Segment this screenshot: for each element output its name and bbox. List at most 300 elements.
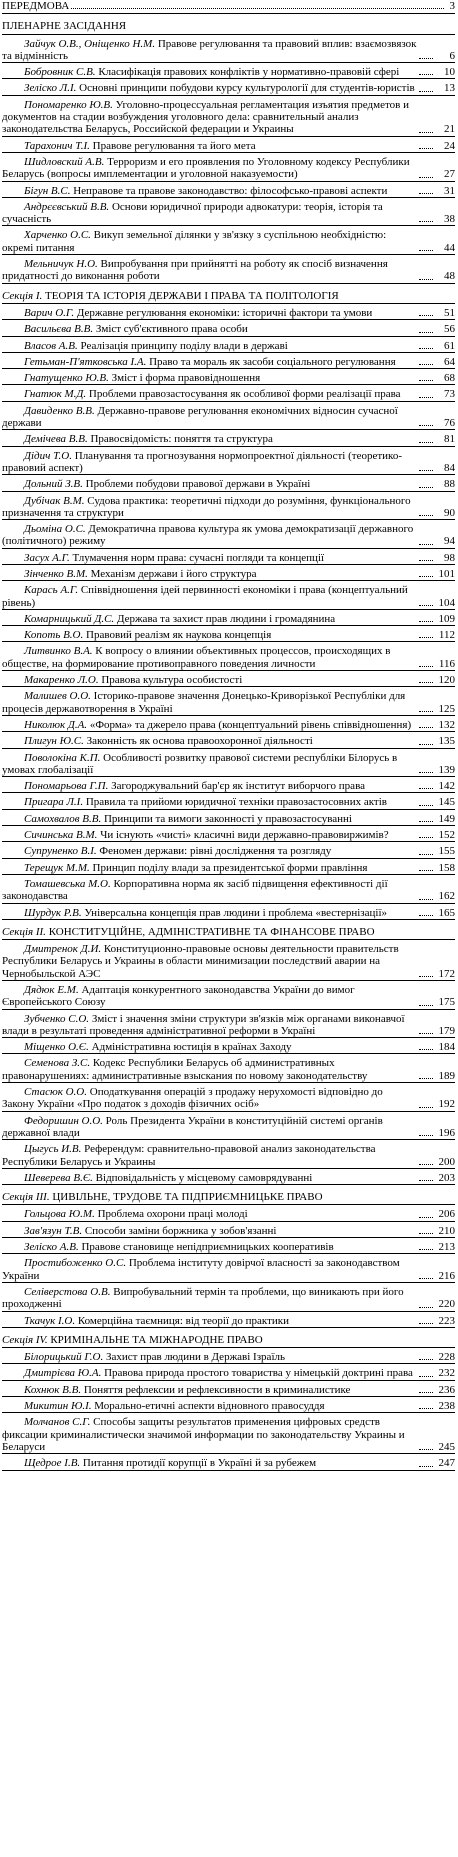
page-number: 21	[444, 123, 455, 136]
entry-text	[2, 1086, 417, 1111]
toc-entry	[2, 255, 455, 284]
leader-dots	[419, 744, 433, 745]
entry-title: Правове регулювання та правовий вплив: взаємозвязок та відмінність	[2, 37, 417, 62]
entry-title: Кодекс Республики Беларусь об административных правонарушениях: административные взыскания по новому законодательству	[2, 1057, 368, 1082]
entry-author: Міщенко О.Є.	[24, 1041, 89, 1054]
entry-title: Правила та прийоми юридичної техніки правозастосовних актів	[85, 796, 387, 809]
page-number: 81	[444, 433, 455, 446]
entry-author: Мельничук Н.О.	[24, 258, 98, 271]
entry-author: Тарахонич Т.І.	[24, 139, 90, 152]
leader-dots	[419, 487, 433, 488]
leader-dots	[419, 1466, 433, 1467]
leader-dots	[419, 1359, 433, 1360]
toc-entry	[2, 1038, 455, 1054]
section-number: Секція ІІ.	[2, 925, 46, 938]
entry-author: Дубічак В.М.	[24, 494, 85, 507]
toc-entry	[2, 793, 455, 809]
entry-text	[2, 1286, 417, 1311]
entry-author: Терещук М.М.	[24, 861, 90, 874]
toc-entry	[2, 520, 455, 549]
entry-text	[2, 433, 417, 445]
leader-dots	[419, 788, 433, 789]
entry-text	[2, 1400, 417, 1412]
leader-dots	[419, 560, 433, 561]
page-number: 145	[438, 796, 455, 809]
entry-author: Засух А.Г.	[24, 551, 70, 564]
page-number: 13	[444, 82, 455, 95]
toc-entry	[2, 35, 455, 64]
page-number: 210	[438, 1224, 455, 1237]
entry-text	[2, 1172, 417, 1184]
entry-text	[2, 907, 417, 919]
leader-dots	[419, 637, 433, 638]
leader-dots	[419, 1005, 433, 1006]
entry-text	[2, 568, 417, 580]
page-number: 112	[438, 629, 455, 642]
page-number: 247	[438, 1457, 455, 1470]
leader-dots	[419, 544, 433, 545]
toc-entry	[2, 492, 455, 521]
page-number: 3	[449, 0, 455, 12]
toc-entry	[2, 63, 455, 79]
leader-dots	[419, 1392, 433, 1393]
entry-text	[2, 719, 417, 731]
entry-text	[2, 1041, 417, 1053]
toc-entry	[2, 904, 455, 920]
entry-text	[2, 258, 417, 283]
toc-entry	[2, 810, 455, 826]
entry-text	[2, 1457, 417, 1469]
entry-title: Корпоративна норма як засіб підвищення ефективності дії законодавства	[2, 877, 388, 903]
entry-title: Випробувальний термін та проблеми, що виникають при його проходженні	[2, 1285, 404, 1311]
entry-author: Федоришин О.О.	[24, 1114, 103, 1127]
page-number: 56	[444, 323, 455, 336]
entry-title: Правова природа простого товариства у німецькій доктрині права	[104, 1367, 413, 1380]
entry-author: Зубченко С.О.	[24, 1012, 90, 1025]
entry-author: Дьоміна О.С.	[24, 523, 86, 536]
leader-dots	[419, 397, 433, 398]
toc-entry	[2, 447, 455, 476]
section-title	[2, 1334, 263, 1346]
toc-entry	[2, 716, 455, 732]
toc-section	[2, 0, 455, 14]
toc-entry	[2, 875, 455, 904]
toc-entry	[2, 353, 455, 369]
entry-author: Шеверева В.Є.	[24, 1171, 93, 1184]
entry-author: Комарницький Д.С.	[24, 612, 115, 625]
entry-title: Законність як основа правоохоронної діяльності	[86, 735, 313, 748]
entry-text	[2, 1351, 417, 1363]
page-number: 98	[444, 551, 455, 564]
entry-text	[2, 629, 417, 641]
page-number: 24	[444, 139, 455, 152]
entry-title: Правовий реалізм як наукова концепція	[86, 629, 272, 642]
entry-author: Зайчук О.В., Оніщенко Н.М.	[24, 37, 156, 50]
entry-title: Адміністративна юстиція в країнах Заходу	[91, 1041, 292, 1054]
section-name: ТЕОРІЯ ТА ІСТОРІЯ ДЕРЖАВИ І ПРАВА ТА ПОЛІТОЛОГІЯ	[45, 289, 339, 302]
toc-entry	[2, 1381, 455, 1397]
toc-entry	[2, 859, 455, 875]
leader-dots	[419, 1449, 433, 1450]
entry-author: Семенова З.С.	[24, 1057, 91, 1070]
entry-text	[2, 1315, 417, 1327]
page-number: 116	[438, 657, 455, 670]
toc-entry	[2, 1238, 455, 1254]
entry-text	[2, 307, 417, 319]
toc-entry	[2, 1283, 455, 1312]
entry-text	[2, 478, 417, 490]
toc-entry	[2, 1205, 455, 1221]
entry-title: Референдум: сравнительно-правовой анализ законодательства Республики Беларусь и Украины	[2, 1143, 376, 1168]
entry-text	[2, 356, 417, 368]
entry-text	[2, 388, 417, 400]
toc-entry	[2, 777, 455, 793]
page-number: 104	[438, 596, 455, 609]
entry-title: Особливості розвитку правової системи республіки Білорусь в умовах глобалізації	[2, 751, 398, 776]
leader-dots	[71, 8, 444, 9]
entry-author: Харченко О.С.	[24, 229, 91, 242]
section-title	[2, 926, 375, 938]
leader-dots	[419, 279, 433, 280]
entry-author: Гнатущенко Ю.В.	[24, 372, 109, 385]
entry-title: Проблеми побудови правової держави в Україні	[85, 478, 311, 491]
entry-title: Оподаткування операцій з продажу нерухомості відповідно до Закону України «Про податок з доходів фізичних осіб»	[2, 1086, 383, 1111]
leader-dots	[419, 727, 433, 728]
toc-entry	[2, 137, 455, 153]
page-number: 179	[438, 1024, 455, 1037]
toc-entry	[2, 749, 455, 778]
section-title	[2, 290, 339, 302]
toc-entry	[2, 1348, 455, 1364]
leader-dots	[419, 899, 433, 900]
entry-title: К вопросу о влиянии объективных процессов, происходящих в обществе, на формирование противоправного поведения личности	[2, 645, 391, 670]
entry-title: Основи юридичної природи адвокатури: теорія, історія та сучасність	[2, 200, 383, 226]
leader-dots	[419, 711, 433, 712]
entry-text	[2, 735, 417, 747]
entry-title: Морально-етичні аспекти відновного правосуддя	[94, 1400, 325, 1413]
entry-text	[2, 201, 417, 226]
entry-text	[2, 1115, 417, 1140]
entry-title: Історико-правове значення Донецько-Криворізької Республіки для процесів державотворення в Україні	[2, 690, 406, 715]
entry-title: Правосвідомість: поняття та структура	[90, 433, 273, 446]
toc-entry	[2, 304, 455, 320]
leader-dots	[419, 1164, 433, 1165]
entry-author: Шурдук Р.В.	[24, 906, 82, 919]
entry-author: Гетьман-П'ятковська І.А.	[24, 355, 147, 368]
entry-title: Правова культура особистості	[101, 674, 243, 687]
page-number: 101	[438, 567, 455, 580]
toc-entry	[2, 320, 455, 336]
leader-dots	[419, 425, 433, 426]
entry-text	[2, 1241, 417, 1253]
leader-dots	[419, 364, 433, 365]
entry-title: Чи існують «чисті» класичні види державно-правовиржимів?	[100, 829, 389, 842]
toc-entry	[2, 842, 455, 858]
toc-entry	[2, 153, 455, 182]
entry-author: Пономаренко Ю.В.	[24, 98, 113, 111]
entry-text	[2, 943, 417, 980]
leader-dots	[419, 470, 433, 471]
page-number: 10	[444, 66, 455, 79]
page-number: 175	[438, 996, 455, 1009]
entry-author: Демічева В.В.	[24, 433, 88, 446]
page-number: 51	[444, 306, 455, 319]
entry-text	[2, 405, 417, 430]
entry-author: Зелiско Л.І.	[24, 82, 77, 95]
entry-title: Випробування при прийнятті на роботу як спосіб визначення придатності до виконання роботи	[2, 258, 388, 283]
leader-dots	[419, 315, 433, 316]
leader-dots	[419, 1078, 433, 1079]
toc-entry	[2, 475, 455, 491]
entry-author: Литвинко В.А.	[24, 645, 93, 658]
toc-entry	[2, 1010, 455, 1039]
entry-text	[2, 82, 417, 94]
toc-entry	[2, 671, 455, 687]
entry-title: Питання протидії корупції в Україні й за рубежем	[82, 1457, 317, 1470]
entry-text	[2, 450, 417, 475]
entry-author: Зеліско А.В.	[24, 1241, 79, 1254]
page-number: 155	[438, 845, 455, 858]
leader-dots	[419, 915, 433, 916]
entry-title: Судова практика: теоретичні підходи до розуміння, функціонального призначення та структури	[2, 494, 411, 519]
entry-author: Варич О.Г.	[24, 306, 75, 319]
entry-author: Дідич Т.О.	[24, 449, 72, 462]
entry-author: Дольний З.В.	[24, 478, 83, 491]
entry-author: Кохнюк В.В.	[24, 1383, 82, 1396]
entry-title: Принципи та вимоги законності у правозастосуванні	[103, 812, 352, 825]
entry-title: Зміст і значення зміни структури зв'язків між органами виконавчої влади в результаті проведення адміністративної реформи в Україні	[2, 1012, 405, 1037]
page-number: 6	[449, 49, 455, 62]
page-number: 125	[438, 702, 455, 715]
section-title	[2, 1191, 323, 1203]
entry-title: Державне регулювання економіки: історичні фактори та умови	[76, 306, 373, 319]
page-number: 165	[438, 906, 455, 919]
entry-author: Васильєва В.В.	[24, 323, 94, 336]
entry-author: Бобровник С.В.	[24, 66, 96, 79]
entry-title: «Форма» та джерело права (концептуальний рівень співвідношення)	[89, 718, 412, 731]
entry-text	[2, 340, 417, 352]
entry-text	[2, 323, 417, 335]
leader-dots	[419, 1217, 433, 1218]
toc-entry	[2, 1054, 455, 1083]
leader-dots	[419, 1376, 433, 1377]
entry-author: Копоть В.О.	[24, 629, 84, 642]
toc-entry	[2, 981, 455, 1010]
entry-author: Цыгусь И.В.	[24, 1143, 82, 1156]
leader-dots	[419, 1408, 433, 1409]
toc-section	[2, 926, 455, 940]
entry-author: Стасюк О.О.	[24, 1086, 87, 1099]
toc-entry	[2, 549, 455, 565]
leader-dots	[419, 772, 433, 773]
entry-title: Право та мораль як засоби соціального регулювання	[149, 355, 396, 368]
entry-title: Принцип поділу влади за президентської форми правління	[92, 861, 368, 874]
toc-entry	[2, 732, 455, 748]
page-number: 44	[444, 241, 455, 254]
toc-entry	[2, 1413, 455, 1454]
page-number: 139	[438, 763, 455, 776]
leader-dots	[419, 576, 433, 577]
leader-dots	[419, 221, 433, 222]
entry-title: Класифікація правових конфліктів у нормативно-правовій сфері	[98, 66, 400, 79]
entry-author: Щедрое І.В.	[24, 1457, 81, 1470]
leader-dots	[419, 1233, 433, 1234]
entry-title: Способи заміни боржника у зобов'язанні	[84, 1224, 277, 1237]
entry-text	[2, 690, 417, 715]
leader-dots	[419, 666, 433, 667]
leader-dots	[419, 148, 433, 149]
entry-author: Пономарьова Г.П.	[24, 780, 109, 793]
entry-text	[2, 1416, 417, 1453]
page-number: 162	[438, 890, 455, 903]
entry-title: Держава та захист прав людини і громадянина	[116, 612, 336, 625]
entry-author: Самохвалов В.В.	[24, 812, 102, 825]
toc-entry	[2, 1312, 455, 1328]
page-number: 228	[438, 1351, 455, 1364]
page-number: 94	[444, 535, 455, 548]
leader-dots	[419, 621, 433, 622]
page-number: 64	[444, 355, 455, 368]
page-number: 203	[438, 1171, 455, 1184]
leader-dots	[419, 1249, 433, 1250]
section-number: Секція ІІІ.	[2, 1191, 50, 1204]
page-number: 189	[438, 1069, 455, 1082]
entry-title: Викуп земельної ділянки у зв'язку з суспільною необхідністю: окремі питання	[2, 229, 387, 254]
entry-author: Андрєєвський В.В.	[24, 200, 110, 213]
entry-title: Демократична правова культура як умова демократизації державного (політичного) режиму	[2, 523, 414, 548]
toc-entry	[2, 1112, 455, 1141]
entry-title: Неправове та правове законодавство: філософсько-правові аспекти	[73, 184, 388, 197]
entry-author: Поволокіна К.П.	[24, 751, 101, 764]
leader-dots	[419, 515, 433, 516]
entry-title: Відповідальність у місцевому самоврядуванні	[95, 1171, 313, 1184]
entry-author: Селіверстова О.В.	[24, 1285, 111, 1298]
entry-author: Макаренко Л.О.	[24, 674, 99, 687]
page-number: 27	[444, 168, 455, 181]
page-number: 109	[438, 612, 455, 625]
page-number: 76	[444, 417, 455, 430]
entry-author: Супруненко В.І.	[24, 845, 97, 858]
page-number: 220	[438, 1298, 455, 1311]
toc-entry	[2, 1454, 455, 1470]
entry-title: Універсальна концепція прав людини і проблема «вестернізації»	[84, 906, 388, 919]
page-number: 206	[438, 1208, 455, 1221]
toc-entry	[2, 182, 455, 198]
entry-title: Роль Президента України в конституційній системі органів державної влади	[2, 1114, 383, 1139]
leader-dots	[419, 1323, 433, 1324]
leader-dots	[419, 1135, 433, 1136]
entry-text	[2, 862, 417, 874]
toc-entry	[2, 687, 455, 716]
page-number: 245	[438, 1440, 455, 1453]
entry-text	[2, 813, 417, 825]
toc-entry	[2, 1222, 455, 1238]
page-number: 236	[438, 1383, 455, 1396]
toc-entry	[2, 96, 455, 137]
entry-text	[2, 38, 417, 63]
entry-text	[2, 185, 417, 197]
page-number: 135	[438, 735, 455, 748]
section-title	[2, 0, 69, 12]
entry-title: Адаптація конкурентного законодавства України до вимог Європейського Союзу	[2, 984, 355, 1009]
entry-author: Пригара Л.І.	[24, 796, 84, 809]
page-number: 196	[438, 1126, 455, 1139]
entry-text	[2, 1013, 417, 1038]
entry-title: Правове регулювання та його мета	[92, 139, 256, 152]
leader-dots	[419, 605, 433, 606]
leader-dots	[419, 1049, 433, 1050]
page-number: 142	[438, 780, 455, 793]
entry-author: Власов А.В.	[24, 339, 78, 352]
entry-title: Зміст суб'єктивного права особи	[95, 323, 248, 336]
page-number: 238	[438, 1400, 455, 1413]
entry-text	[2, 613, 417, 625]
section-title	[2, 20, 126, 32]
entry-text	[2, 552, 417, 564]
entry-author: Сичинська В.М.	[24, 829, 98, 842]
entry-text	[2, 372, 417, 384]
toc-entry	[2, 1140, 455, 1169]
entry-text	[2, 495, 417, 520]
page-number: 38	[444, 213, 455, 226]
page-number: 223	[438, 1314, 455, 1327]
entry-text	[2, 1143, 417, 1168]
toc-entry	[2, 369, 455, 385]
entry-author: Микитин Ю.І.	[24, 1400, 92, 1413]
section-name: ПЛЕНАРНЕ ЗАСІДАННЯ	[2, 20, 127, 33]
leader-dots	[419, 805, 433, 806]
entry-title: Тлумачення норм права: сучасні погляди та концепції	[72, 551, 325, 564]
page-number: 152	[438, 829, 455, 842]
entry-title: Зміст і форма правовідношення	[111, 372, 261, 385]
entry-text	[2, 140, 417, 152]
page-number: 216	[438, 1269, 455, 1282]
entry-author: Простибоженко О.С.	[24, 1257, 127, 1270]
entry-author: Плигун Ю.С.	[24, 735, 84, 748]
leader-dots	[419, 1033, 433, 1034]
page-number: 120	[438, 674, 455, 687]
leader-dots	[419, 976, 433, 977]
toc-entry	[2, 198, 455, 227]
entry-title: Планування та прогнозування нормопроектної діяльності (теоретико-правовий аспект)	[2, 449, 402, 474]
entry-text	[2, 1384, 417, 1396]
leader-dots	[419, 91, 433, 92]
toc-section	[2, 1334, 455, 1348]
entry-author: Карась А.Г.	[24, 584, 79, 597]
page-number: 184	[438, 1041, 455, 1054]
entry-author: Гнатюк М.Д.	[24, 388, 87, 401]
page-number: 31	[444, 184, 455, 197]
section-name: ЦИВІЛЬНЕ, ТРУДОВЕ ТА ПІДПРИЄМНИЦЬКЕ ПРАВО	[52, 1191, 323, 1204]
page-number: 149	[438, 812, 455, 825]
entry-text	[2, 66, 417, 78]
section-name: ПЕРЕДМОВА	[2, 0, 70, 12]
section-name: КОНСТИТУЦІЙНЕ, АДМІНІСТРАТИВНЕ ТА ФІНАНСОВЕ ПРАВО	[48, 925, 375, 938]
page-number: 200	[438, 1155, 455, 1168]
leader-dots	[419, 1278, 433, 1279]
entry-title: Конституционно-правовые основы деятельности правительств Республики Беларусь и Украины в области минимизации последствий аварии на Чернобыльской АЭС	[2, 943, 399, 980]
entry-author: Бігун В.С.	[24, 184, 71, 197]
entry-text	[2, 1057, 417, 1082]
entry-title: Основні принципи побудови курсу культурології для студентів-юристів	[79, 82, 415, 95]
leader-dots	[419, 837, 433, 838]
entry-author: Білорицький Г.О.	[24, 1351, 104, 1364]
entry-text	[2, 829, 417, 841]
toc-entry	[2, 826, 455, 842]
toc-section	[2, 1191, 455, 1205]
toc-entry	[2, 1364, 455, 1380]
entry-text	[2, 878, 417, 903]
